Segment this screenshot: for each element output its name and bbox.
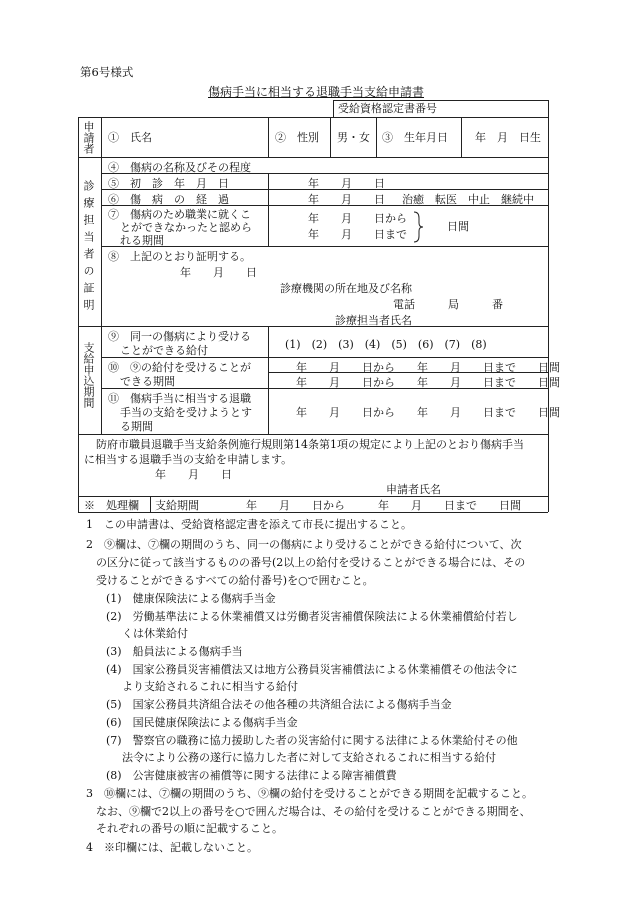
unable-period-label-3: れる期間 [120,234,164,247]
note-line: より支給されるこれに相当する給付 [122,680,298,693]
unable-period-days: 日間 [447,220,469,233]
declaration-line-2: に相当する退職手当の支給を申請します。 [84,453,293,466]
note-line: 4 ※印欄には、記載しないこと。 [86,841,258,854]
note-line: 2 ⑨欄は、⑦欄の期間のうち、同一の傷病により受けることができる給付について、次 [86,538,522,551]
note-line: なお、⑨欄で2以上の番号を○で囲んだ場合は、その給付を受けることができる期間を、 [96,805,531,818]
applicant-section-label: 申請者 [82,121,95,154]
clinic-location-label: 診療機関の所在地及び名称 [280,282,412,295]
unable-period-label-2: とができなかったと認めら [120,221,252,234]
dob-label: ③ 生年月日 [382,131,448,144]
note-line: (1) 健康保険法による傷病手当金 [106,592,276,605]
note-line: (8) 公害健康被害の補償等に関する法律による障害補償費 [106,769,397,782]
note-line: 1 この申請書は、受給資格認定書を添えて市長に提出すること。 [86,518,412,531]
note-line: (3) 船員法による傷病手当 [106,645,243,658]
doctor-name-label: 診療担当者氏名 [335,314,412,327]
requested-period-label-3: る期間 [120,420,153,433]
certification-statement: ⑧ 上記のとおり証明する。 [108,250,251,263]
note-line: 受けることができるすべての給付番号)を○で囲むこと。 [96,574,374,587]
note-line: (4) 国家公務員災害補償法又は地方公務員災害補償法による休業補償その他法令に [106,663,518,676]
applicant-name-label: 申請者氏名 [386,483,441,496]
note-line: (5) 国家公務員共済組合法その他各種の共済組合法による傷病手当金 [106,698,452,711]
first-visit-label: ⑤ 初 診 年 月 日 [108,177,229,190]
same-injury-benefit-label-1: ⑨ 同一の傷病により受ける [108,330,251,343]
phone-label: 電話 局 番 [393,298,503,311]
processing-label: ※ 処理欄 [84,499,139,512]
note-line: (2) 労働基準法による休業補償又は労働者災害補償保険法による休業補償給付若し [106,610,518,623]
note-line: (6) 国民健康保険法による傷病手当金 [106,716,298,729]
requested-period-label-2: 手当の支給を受けようとす [120,406,252,419]
first-visit-date: 年 月 日 [308,177,385,190]
same-injury-benefit-label-2: ことができる給付 [120,344,208,357]
progress-label: ⑥ 傷 病 の 経 過 [108,193,229,206]
requested-period-row: 年 月 日から 年 月 日まで 日間 [296,406,560,419]
note-line: 法令により公務の遂行に協力した者に対して支給されるこれに相当する給付 [122,751,496,764]
unable-period-label-1: ⑦ 傷病のため職業に就くこ [108,208,251,221]
benefit-period-label-1: ⑩ ⑨の給付を受けることが [108,361,251,374]
benefit-period-row-2: 年 月 日から 年 月 日まで 日間 [296,376,560,389]
benefit-section-label: 支給申込期間 [82,342,95,408]
dob-value: 年 月 日生 [475,131,541,144]
declaration-line-1: 防府市職員退職手当支給条例施行規則第14条第1項の規定により上記のとおり傷病手当 [96,438,524,451]
declaration-date: 年 月 日 [155,468,232,481]
certificate-number-label: 受給資格認定書番号 [338,102,437,115]
form-title: 傷病手当に相当する退職手当支給申請書 [208,85,425,99]
requested-period-label-1: ⑪ 傷病手当に相当する退職 [108,392,251,405]
sex-label: ② 性別 [275,131,319,144]
progress-date: 年 月 日 [308,193,385,206]
note-line: 3 ⑩欄には、⑦欄の期間のうち、⑨欄の給付を受けることができる期間を記載すること。 [86,787,533,800]
note-line: の区分に従って該当するものの番号(2以上の給付を受けることができる場合には、その [96,556,526,569]
form-number: 第6号様式 [80,65,134,79]
disease-name-label: ④ 傷病の名称及びその程度 [108,161,251,174]
note-line: それぞれの番号の順に記載すること。 [96,822,283,835]
certification-date: 年 月 日 [180,266,257,279]
payment-period-label: 支給期間 [155,499,199,512]
name-label: ① 氏名 [108,131,152,144]
unable-period-from: 年 月 日から [308,212,407,225]
benefit-period-label-2: できる期間 [120,375,175,388]
progress-outcomes: 治癒 転医 中止 継続中 [402,193,534,206]
payment-period-value: 年 月 日から 年 月 日まで 日間 [246,499,521,512]
sex-options: 男・女 [337,131,370,144]
note-line: くは休業給付 [122,627,188,640]
note-line: (7) 警察官の職務に協力援助した者の災害給付に関する法律による休業給付その他 [106,734,518,747]
unable-period-to: 年 月 日まで [308,228,407,241]
benefit-period-row-1: 年 月 日から 年 月 日まで 日間 [296,361,560,374]
benefit-number-options: (1) (2) (3) (4) (5) (6) (7) (8) [285,338,487,351]
brace-icon [412,211,424,243]
doctor-section-label: 診療担当者の証明 [82,180,95,316]
